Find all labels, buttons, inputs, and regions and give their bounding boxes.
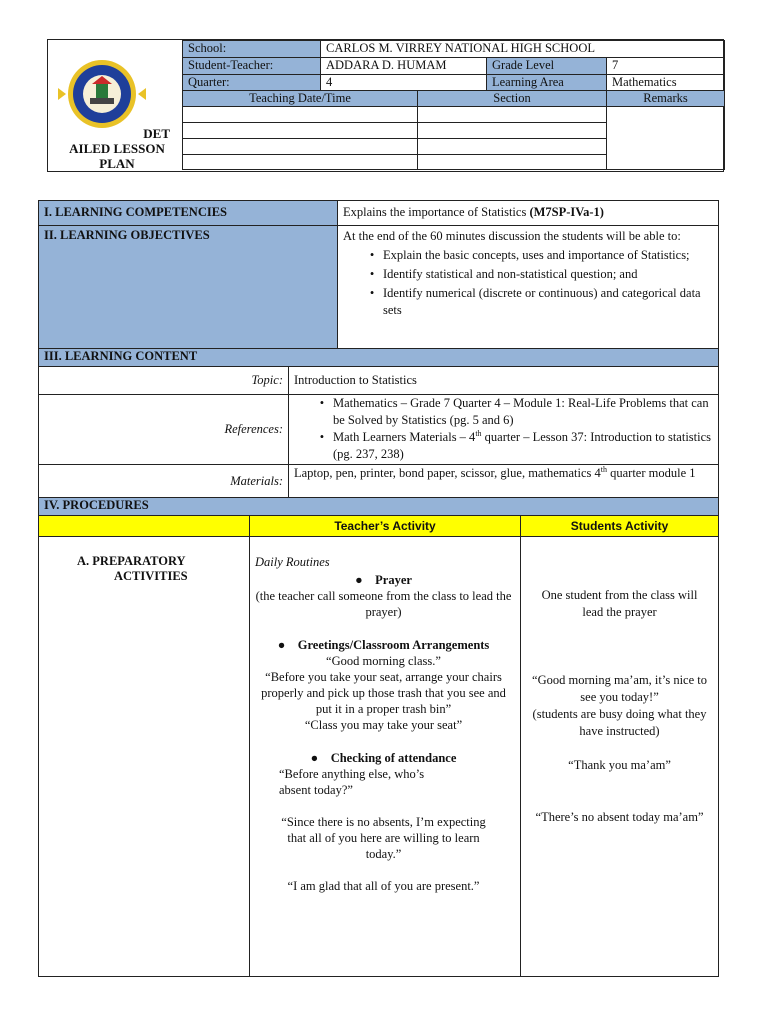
materials-value: Laptop, pen, printer, bond paper, scissor, glue, mathematics 4th quarter module 1 (289, 465, 719, 498)
col-date-header: Teaching Date/Time (183, 91, 418, 107)
date-cell-3 (183, 139, 418, 155)
topic-label: Topic: (39, 367, 289, 395)
materials-row (39, 465, 719, 498)
greeting-line: “Before you take your seat, arrange your chairs properly and pick up those trash that you see and put it in a proper trash bin” (261, 670, 506, 716)
section-cell-1 (418, 107, 607, 123)
greetings-heading: ● Greetings/Classroom Arrangements (277, 638, 490, 652)
procedures-row (39, 498, 719, 516)
date-cell-1 (183, 107, 418, 123)
daily-routines: Daily Routines (255, 555, 330, 569)
school-label: School: (183, 41, 321, 58)
col-section-header: Section (418, 91, 607, 107)
teacher-label: Student-Teacher: (183, 58, 321, 75)
teacher-activity-cell (250, 537, 521, 977)
competencies-label: I. LEARNING COMPETENCIES (39, 201, 338, 226)
grade-value: 7 (607, 58, 725, 75)
section-a-title: A. PREPARATORY (77, 554, 186, 568)
header-info-table (182, 40, 725, 170)
section-cell-3 (418, 139, 607, 155)
section-cell-2 (418, 123, 607, 139)
student-response: One student from the class will lead the prayer (541, 588, 698, 619)
activity-header-blank (39, 516, 250, 537)
objectives-label: II. LEARNING OBJECTIVES (39, 226, 338, 349)
remarks-cell (607, 107, 725, 170)
references-label: References: (39, 395, 289, 465)
teacher-activity-header: Teacher’s Activity (250, 516, 521, 537)
greeting-line: “Class you may take your seat” (304, 718, 463, 732)
greeting-line: “Good morning class.” (326, 654, 441, 668)
plan-title-line3: PLAN (99, 156, 135, 171)
plan-title-line1: DET (143, 126, 170, 141)
objectives-body (338, 226, 719, 349)
prayer-text: (the teacher call someone from the class to lead the prayer) (255, 589, 512, 619)
attendance-line: “Since there is no absents, I’m expecting that all of you here are willing to learn today.” (281, 815, 486, 861)
student-response: “There’s no absent today ma’am” (535, 810, 704, 824)
section-a-subtitle: ACTIVITIES (114, 569, 188, 583)
student-response: “Good morning ma’am, it’s nice to see you today!” (532, 673, 707, 704)
materials-label: Materials: (39, 465, 289, 498)
content-row (39, 349, 719, 367)
section-a-cell (39, 537, 250, 977)
students-activity-header: Students Activity (521, 516, 719, 537)
school-value: CARLOS M. VIRREY NATIONAL HIGH SCHOOL (321, 41, 725, 58)
references-row (39, 395, 719, 465)
col-remarks-header: Remarks (607, 91, 725, 107)
lesson-plan-table (38, 200, 719, 977)
school-seal-icon (52, 58, 152, 130)
activity-header-row (39, 516, 719, 537)
attendance-line: “Before anything else, who’s absent today?” (279, 767, 425, 797)
plan-title (52, 126, 182, 171)
objective-item: • Explain the basic concepts, uses and importance of Statistics; (369, 248, 690, 262)
competencies-text (338, 201, 719, 226)
competencies-code: (M7SP-IVa-1) (529, 205, 604, 219)
student-response: (students are busy doing what they have instructed) (532, 707, 707, 738)
competencies-row (39, 201, 719, 226)
date-cell-4 (183, 155, 418, 170)
plan-title-line2: AILED LESSON (69, 141, 165, 156)
objectives-row (39, 226, 719, 349)
grade-label: Grade Level (487, 58, 607, 75)
content-label: III. LEARNING CONTENT (39, 349, 719, 367)
objective-item: • Identify numerical (discrete or continuous) and categorical data sets (369, 286, 701, 317)
quarter-value: 4 (321, 75, 487, 91)
prayer-heading: ● Prayer (355, 573, 412, 587)
quarter-label: Quarter: (183, 75, 321, 91)
date-cell-2 (183, 123, 418, 139)
topic-value: Introduction to Statistics (289, 367, 719, 395)
attendance-line: “I am glad that all of you are present.” (287, 879, 480, 893)
area-label: Learning Area (487, 75, 607, 91)
preparatory-row (39, 537, 719, 977)
students-activity-cell (521, 537, 719, 977)
area-value: Mathematics (607, 75, 725, 91)
objective-item: • Identify statistical and non-statistical question; and (369, 267, 638, 281)
reference-item: • Math Learners Materials – 4th quarter – Lesson 37: Introduction to statistics (pg. 237, 238) (319, 428, 712, 461)
references-body (289, 395, 719, 465)
topic-row (39, 367, 719, 395)
attendance-heading: ● Checking of attendance (310, 751, 457, 765)
student-response: “Thank you ma’am” (568, 758, 671, 772)
competencies-desc: Explains the importance of Statistics (343, 205, 530, 219)
section-cell-4 (418, 155, 607, 170)
procedures-label: IV. PROCEDURES (39, 498, 719, 516)
objectives-intro: At the end of the 60 minutes discussion the students will be able to: (343, 229, 681, 243)
reference-item: • Mathematics – Grade 7 Quarter 4 – Module 1: Real-Life Problems that can be Solved by Statistics (pg. 5 and 6) (319, 396, 709, 427)
teacher-value: ADDARA D. HUMAM (321, 58, 487, 75)
